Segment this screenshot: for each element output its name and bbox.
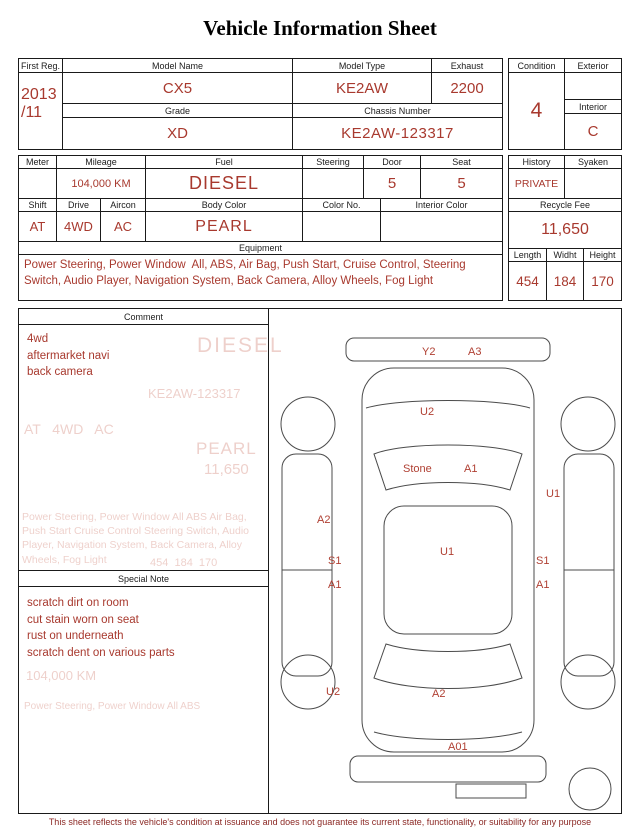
seat-value: 5	[421, 169, 502, 199]
ghost-text: 11,650	[204, 461, 249, 478]
ghost-text: 104,000 KM	[26, 668, 97, 683]
damage-label: A2	[432, 688, 446, 700]
damage-label: S1	[536, 555, 550, 567]
damage-label: U1	[440, 546, 455, 558]
front-left-wheel	[281, 397, 335, 451]
history-label: History	[509, 156, 565, 169]
syaken-label: Syaken	[565, 156, 621, 169]
ghost-text: PEARL	[196, 439, 257, 458]
grade-value: XD	[63, 118, 293, 149]
car-body-shape	[362, 368, 534, 752]
aircon-value: AC	[101, 212, 146, 242]
chassis-number-label: Chassis Number	[293, 104, 502, 118]
condition-value: 4	[509, 73, 565, 149]
special-note-line: scratch dent on various parts	[27, 647, 175, 660]
exhaust-value: 2200	[432, 73, 502, 104]
damage-label: A1	[464, 463, 478, 475]
steering-value	[303, 169, 364, 199]
drive-value: 4WD	[57, 212, 101, 242]
rear-bumper-shape	[350, 756, 546, 782]
ghost-text: KE2AW-123317	[148, 386, 241, 401]
damage-label: Y2	[422, 346, 436, 358]
ghost-text: DIESEL	[197, 334, 284, 357]
door-label: Door	[364, 156, 421, 169]
details-table	[18, 155, 503, 301]
trunk-line	[374, 732, 522, 740]
special-note-label: Special Note	[19, 571, 269, 587]
ghost-text: Power Steering, Power Window All ABS Air Bag, Push Start Cruise Control Steering Switch, Audio Player, Navigation System, Back Camera, Alloy Wheels, Fog Light	[22, 511, 250, 566]
condition-label: Condition	[509, 59, 565, 73]
ghost-text: AT 4WD AC	[24, 421, 114, 437]
left-side-panel-shape	[282, 454, 332, 676]
damage-label: S1	[328, 555, 342, 567]
color-no-label: Color No.	[303, 199, 381, 212]
steering-label: Steering	[303, 156, 364, 169]
special-note-line: rust on underneath	[27, 630, 124, 643]
damage-label: U1	[546, 488, 561, 500]
equipment-label: Equipment	[19, 242, 502, 255]
roof-shape	[384, 506, 512, 634]
interior-value: C	[587, 123, 599, 140]
recycle-fee-value: 11,650	[509, 212, 621, 249]
model-name-value: CX5	[63, 73, 293, 104]
bonnet-line	[366, 401, 530, 409]
first-reg-value	[19, 73, 63, 149]
length-label: Length	[509, 249, 547, 262]
mileage-value: 104,000 KM	[57, 169, 146, 199]
model-name-label: Model Name	[63, 59, 293, 73]
chassis-number-value: KE2AW-123317	[341, 125, 454, 142]
syaken-value	[565, 169, 621, 199]
ghost-text: Power Steering, Power Window All ABS	[24, 701, 201, 712]
special-note-content	[19, 587, 269, 813]
first-reg-year: 2013	[21, 86, 57, 103]
fuel-label: Fuel	[146, 156, 303, 169]
fuel-value: DIESEL	[146, 169, 303, 199]
sheet-title: Vehicle Information Sheet	[203, 16, 437, 40]
damage-label: A01	[448, 741, 468, 753]
comment-line: 4wd	[27, 333, 49, 345]
interior-label: Interior	[565, 100, 621, 114]
rear-window-shape	[374, 644, 522, 689]
first-reg-month: /11	[21, 103, 43, 121]
damage-label: A3	[468, 346, 482, 358]
model-type-label: Model Type	[293, 59, 432, 73]
recycle-fee-label: Recycle Fee	[509, 199, 621, 212]
rear-right-wheel	[561, 655, 615, 709]
comment-content	[19, 325, 269, 571]
interior-color-label: Interior Color	[381, 199, 502, 212]
comment-line: back camera	[27, 366, 93, 379]
ghost-text: 454 184 170	[150, 557, 218, 569]
body-color-value: PEARL	[146, 212, 303, 242]
first-reg-label: First Reg.	[19, 59, 63, 73]
body-color-label: Body Color	[146, 199, 303, 212]
windshield-shape	[374, 445, 522, 490]
width-value: 184	[547, 262, 584, 300]
damage-label: U2	[326, 686, 341, 698]
special-note-line: scratch dirt on room	[27, 597, 129, 609]
damage-label: A2	[317, 514, 331, 526]
comment-label: Comment	[19, 309, 269, 325]
model-type-value: KE2AW	[293, 73, 432, 104]
registration-table	[18, 58, 503, 150]
seat-label: Seat	[421, 156, 502, 169]
history-value: PRIVATE	[509, 169, 565, 199]
color-no-value	[303, 212, 381, 242]
drive-label: Drive	[57, 199, 101, 212]
car-diagram	[270, 312, 622, 812]
special-note-line: cut stain worn on seat	[27, 613, 139, 626]
mileage-label: Mileage	[57, 156, 146, 169]
spare-wheel	[569, 768, 611, 810]
damage-label: A1	[536, 579, 550, 591]
damage-label: A1	[328, 579, 342, 591]
exterior-value	[565, 73, 621, 100]
interior-color-value	[381, 212, 502, 242]
equipment-text: Power Steering, Power Window All, ABS, Air Bag, Push Start, Cruise Control, Steering Switch, Audio Player, Navigation System, Back Camera, Alloy Wheels, Fog Light	[24, 259, 469, 287]
width-label: Widht	[547, 249, 584, 262]
license-plate-shape	[456, 784, 526, 798]
height-value: 170	[591, 273, 614, 289]
length-value: 454	[509, 262, 547, 300]
damage-label: Stone	[403, 463, 432, 475]
aircon-label: Aircon	[101, 199, 146, 212]
right-side-panel-shape	[564, 454, 614, 676]
height-label: Height	[584, 249, 621, 262]
condition-table	[508, 58, 622, 150]
meter-label: Meter	[19, 156, 57, 169]
disclaimer-text: This sheet reflects the vehicle's condition at issuance and does not guarantee its current state, functionality, or suitability for any purpose	[48, 817, 592, 827]
rear-left-wheel	[281, 655, 335, 709]
grade-label: Grade	[63, 104, 293, 118]
front-right-wheel	[561, 397, 615, 451]
shift-label: Shift	[19, 199, 57, 212]
meter-value	[19, 169, 57, 199]
comment-line: aftermarket navi	[27, 349, 110, 362]
exhaust-label: Exhaust	[432, 59, 502, 73]
front-bumper-shape	[346, 338, 550, 361]
history-table	[508, 155, 622, 301]
door-value: 5	[364, 169, 421, 199]
shift-value: AT	[19, 212, 57, 242]
exterior-label: Exterior	[565, 59, 621, 73]
damage-label: U2	[420, 406, 435, 418]
